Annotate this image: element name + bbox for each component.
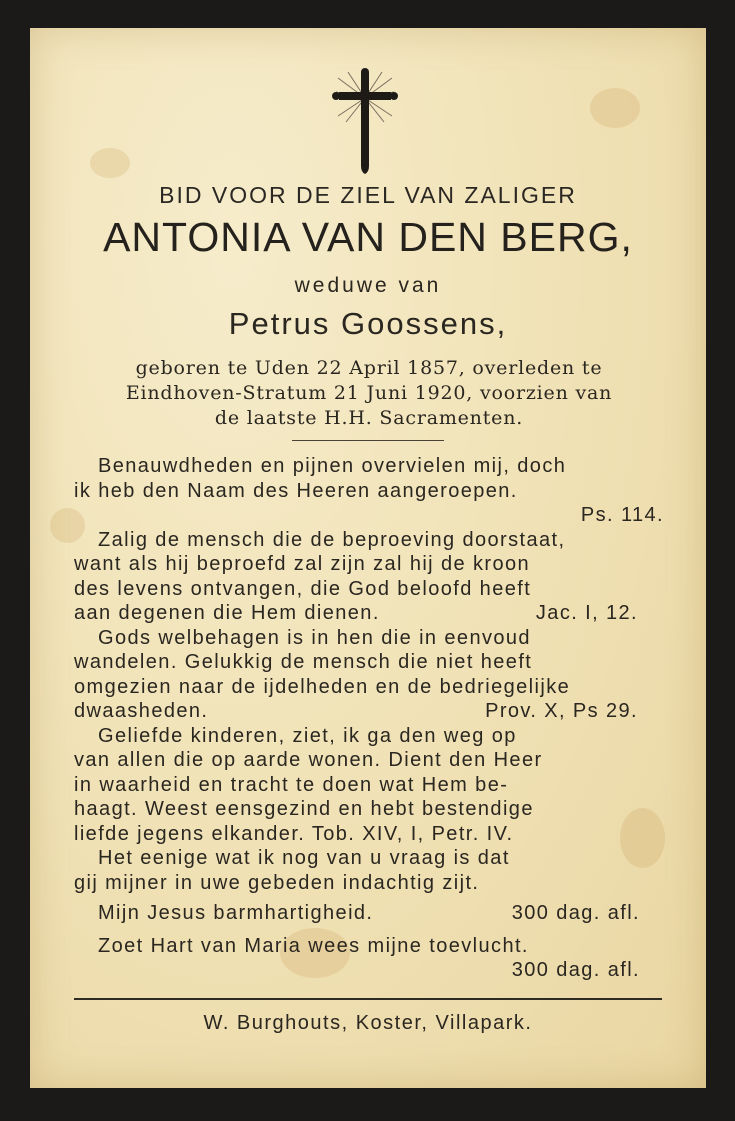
verse-line: Benauwdheden en pijnen overvielen mij, doch <box>98 455 567 477</box>
verse-text: dwaasheden. <box>74 700 209 722</box>
deceased-name: ANTONIA VAN DEN BERG, <box>103 214 633 260</box>
verse-line: des levens ontvangen, die God beloofd heeft <box>74 577 532 600</box>
relation-text: weduwe van <box>294 274 442 297</box>
verse-reference: Ps. 114. <box>580 504 664 526</box>
printer-credit: W. Burghouts, Koster, Villapark. <box>203 1012 533 1034</box>
birth-line: de laatste H.H. Sacramenten. <box>214 407 524 429</box>
verses-block <box>74 454 664 983</box>
verse-line: liefde jegens elkander. Tob. XIV, I, Petr. IV. <box>74 822 514 845</box>
verse-line: van allen die op aarde wonen. Dient den Heer <box>74 749 543 771</box>
verse-line: haagt. Weest eensgezind en hebt bestendige <box>74 798 534 820</box>
verse-line: Gods welbehagen is in hen die in eenvoud <box>98 626 531 649</box>
birth-line: geboren te Uden 22 April 1857, overleden te <box>135 357 603 379</box>
stain <box>90 148 130 178</box>
verse-line: want als hij beproefd zal zijn zal hij de kroon <box>74 553 531 575</box>
birth-death-info <box>74 356 664 431</box>
stain <box>590 88 640 128</box>
verse-line: gij mijner in uwe gebeden indachtig zijt. <box>74 871 480 894</box>
verse-line: Geliefde kinderen, ziet, ik ga den weg op <box>98 724 517 747</box>
birth-line: Eindhoven-Stratum 21 Juni 1920, voorzien van <box>125 382 613 404</box>
prayer-line <box>74 901 664 926</box>
verse-line: ik heb den Naam des Heeren aangeroepen. <box>74 479 518 502</box>
verse-line: omgezien naar de ijdelheden en de bedriegelijke <box>74 675 571 698</box>
memorial-card <box>30 28 706 1088</box>
footer-divider <box>74 998 662 1000</box>
short-divider <box>292 440 444 441</box>
prayer-text: Mijn Jesus barmhartigheid. <box>98 902 374 924</box>
verse-reference: Jac. I, 12. <box>535 602 638 624</box>
verse-line: in waarheid en tracht te doen wat Hem be- <box>74 773 509 796</box>
prayer-text: Zoet Hart van Maria wees mijne toevlucht. <box>98 934 529 957</box>
verse-line: Het eenige wat ik nog van u vraag is dat <box>98 847 510 869</box>
indulgence-text: 300 dag. afl. <box>511 959 640 981</box>
verse-line: wandelen. Gelukkig de mensch die niet heeft <box>74 651 533 673</box>
husband-name: Petrus Goossens, <box>228 306 508 341</box>
verse-line <box>74 699 664 724</box>
cross-icon <box>332 68 398 176</box>
verse-reference: Prov. X, Ps 29. <box>485 700 638 722</box>
indulgence-text: 300 dag. afl. <box>511 902 640 924</box>
verse-text: aan degenen die Hem dienen. <box>74 602 380 624</box>
verse-line: Zalig de mensch die de beproeving doorstaat, <box>98 528 566 551</box>
verse-line <box>74 601 664 626</box>
prayer-heading: BID VOOR DE ZIEL VAN ZALIGER <box>159 182 577 208</box>
